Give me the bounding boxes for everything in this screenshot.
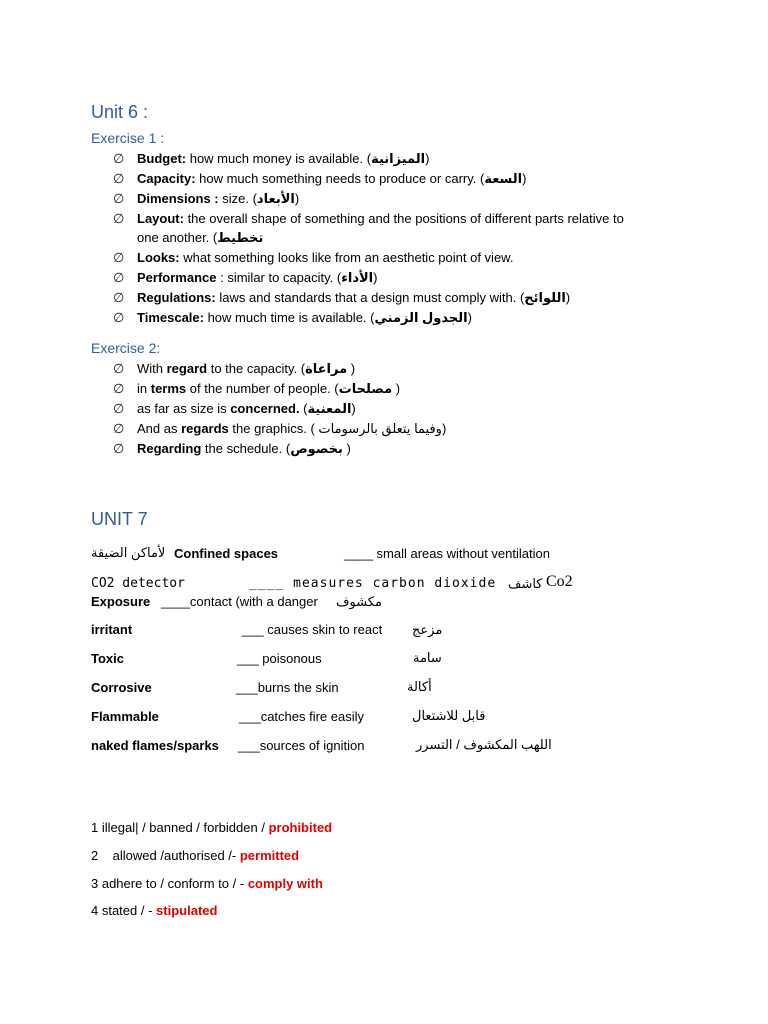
text: With [137, 361, 167, 376]
arabic-translation: مصلحات [338, 381, 393, 396]
empty-set-bullet-icon: ∅ [113, 310, 125, 325]
definition: ___catches fire easily [239, 709, 365, 724]
exercise1-title: Exercise 1 : [91, 130, 165, 146]
synonym-line [91, 903, 217, 918]
synonym-line [91, 876, 323, 891]
arabic-translation: المعنية [307, 401, 352, 416]
synonym-words: 2 allowed /authorised /- [91, 848, 240, 863]
definition: what something looks like from an aesthetic point of view. [179, 250, 514, 265]
empty-set-bullet-icon: ∅ [113, 381, 125, 396]
definition: how much time is available. ( [203, 310, 375, 325]
arabic-translation: بخصوص [290, 441, 343, 456]
term: Layout: [137, 211, 184, 226]
definition: ____ measures carbon dioxide [249, 576, 497, 591]
definition: ____ small areas without ventilation [344, 546, 550, 561]
empty-set-bullet-icon: ∅ [113, 401, 125, 416]
arabic-translation: الجدول الزمني [374, 310, 468, 325]
text: in [137, 381, 151, 396]
definition: how much money is available. ( [186, 151, 372, 166]
closing-paren: ) [373, 270, 378, 285]
empty-set-bullet-icon: ∅ [113, 421, 125, 436]
term: Budget: [137, 151, 187, 166]
definition: ___ causes skin to react [242, 622, 383, 637]
closing-paren: ) [351, 401, 356, 416]
closing-paren: ) [294, 191, 300, 206]
synonym-line [91, 820, 332, 835]
text: And as [137, 421, 182, 436]
term-suffix: Co2 [546, 573, 573, 590]
term: Dimensions : [137, 191, 219, 206]
definition: ___burns the skin [236, 680, 339, 695]
definition: ___sources of ignition [238, 738, 365, 753]
closing-paren: ) [522, 171, 527, 186]
definition: how much something needs to produce or carry. ( [195, 171, 485, 186]
unit6-title: Unit 6 : [91, 102, 149, 122]
closing-paren: ) [342, 441, 351, 456]
closing-paren: ) [467, 310, 472, 325]
term: CO2 detector [91, 576, 185, 591]
empty-set-bullet-icon: ∅ [113, 270, 125, 285]
closing-paren: ) [441, 421, 447, 436]
synonym-words: 3 adhere to / conform to / - [91, 876, 248, 891]
synonym-words: 1 illegal| / banned / forbidden / [91, 820, 269, 835]
term: Corrosive [91, 680, 152, 695]
synonym-answer: stipulated [156, 903, 218, 918]
term: Regulations: [137, 290, 216, 305]
synonym-line [91, 848, 299, 863]
term: Performance [137, 270, 217, 285]
empty-set-bullet-icon: ∅ [113, 441, 125, 456]
empty-set-bullet-icon: ∅ [113, 250, 125, 265]
definition: ____contact (with a danger [161, 594, 318, 609]
definition: ___ poisonous [237, 651, 322, 666]
unit7-title: UNIT 7 [91, 509, 148, 529]
empty-set-bullet-icon: ∅ [113, 151, 125, 166]
empty-set-bullet-icon: ∅ [113, 290, 125, 305]
text: the graphics. ( [228, 421, 319, 436]
definition: : similar to capacity. ( [216, 270, 342, 285]
arabic-translation: مزعج [412, 622, 443, 637]
empty-set-bullet-icon: ∅ [113, 361, 125, 376]
synonym-answer: comply with [247, 876, 323, 891]
empty-set-bullet-icon: ∅ [113, 171, 125, 186]
text: the schedule. ( [201, 441, 291, 456]
term: Capacity: [137, 171, 196, 186]
term: naked flames/sparks [91, 738, 219, 753]
arabic-translation: اللهب المكشوف / التسرر [416, 737, 552, 752]
term: Toxic [91, 651, 124, 666]
term: Exposure [91, 594, 151, 609]
synonym-answer: prohibited [268, 820, 333, 835]
closing-paren: ) [347, 361, 356, 376]
synonym-answer: permitted [239, 848, 300, 863]
term: Looks: [137, 250, 180, 265]
definition: size. ( [218, 191, 257, 206]
arabic-translation: مكشوف [336, 594, 382, 609]
exercise2-title: Exercise 2: [91, 340, 161, 356]
synonym-words: 4 stated / - [91, 903, 157, 918]
arabic-translation: الأداء [341, 270, 374, 285]
list-item-continuation [137, 228, 263, 248]
arabic-translation: سامة [413, 650, 442, 665]
term: Flammable [91, 709, 159, 724]
empty-set-bullet-icon: ∅ [113, 191, 125, 206]
arabic-translation: مراعاة [305, 361, 348, 376]
arabic-translation: قابل للاشتعال [412, 708, 486, 723]
definition: the overall shape of something and the positions of different parts relative to [183, 211, 624, 226]
text: to the capacity. ( [207, 361, 306, 376]
keyword: regard [166, 361, 208, 376]
term: Confined spaces [174, 546, 279, 561]
arabic-translation: السعة [484, 171, 523, 186]
keyword: Regarding [137, 441, 202, 456]
arabic-translation: أكالة [407, 679, 432, 694]
arabic-translation: وفيما يتعلق بالرسومات [318, 421, 442, 436]
closing-paren: ) [425, 151, 430, 166]
arabic-translation: اللوائح [524, 290, 566, 305]
arabic-translation: تخطيط [217, 230, 264, 245]
text: as far as size is [137, 401, 231, 416]
closing-paren: ) [392, 381, 401, 396]
term: irritant [91, 622, 133, 637]
keyword: terms [150, 381, 187, 396]
text: ( [299, 401, 308, 416]
definition-line2: one another. ( [137, 230, 218, 245]
arabic-translation: الميزانية [371, 151, 426, 166]
keyword: regards [181, 421, 229, 436]
text: of the number of people. ( [186, 381, 339, 396]
closing-paren: ) [565, 290, 571, 305]
arabic-translation: الأبعاد [256, 191, 295, 206]
arabic-translation: كاشف [508, 576, 543, 591]
definition: laws and standards that a design must comply with. ( [215, 290, 525, 305]
keyword: concerned. [230, 401, 300, 416]
term: Timescale: [137, 310, 204, 325]
empty-set-bullet-icon: ∅ [113, 211, 125, 226]
arabic-translation: لأماكن الضيقة [91, 545, 166, 560]
